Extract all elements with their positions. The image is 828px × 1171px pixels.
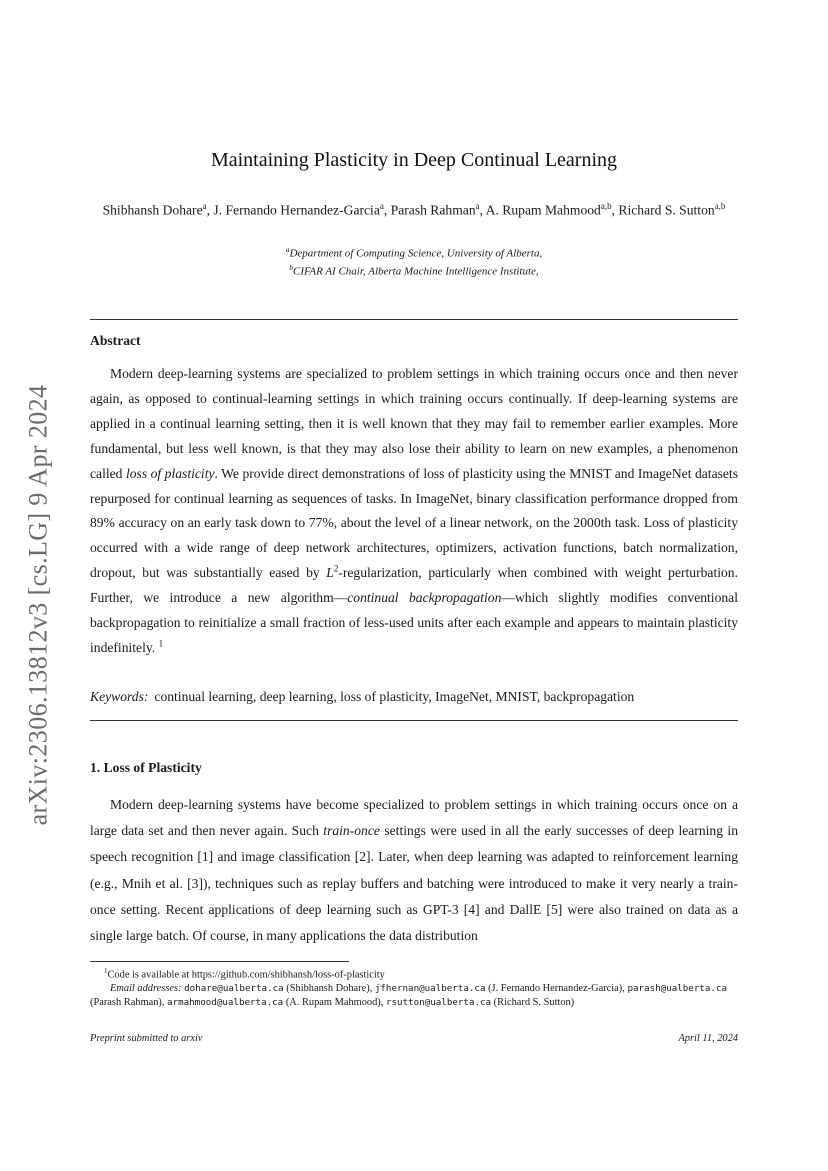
author-affil-mark: a xyxy=(202,201,207,211)
affil-text: CIFAR AI Chair, Alberta Machine Intelligence Institute, xyxy=(293,265,539,278)
author-name: A. Rupam Mahmood xyxy=(485,202,601,218)
affil-mark: b xyxy=(289,262,294,272)
abstract-text: -regularization, particularly when combined with weight perturbation. Further, we introduce a new algorithm— xyxy=(90,565,738,606)
abstract-heading: Abstract xyxy=(90,333,141,348)
abstract-text: Modern deep-learning systems are specialized to problem settings in which training occurs once and then never again, as opposed to continual-learning settings in which training occurs continually. If deep-learning systems are applied in a continual learning setting, then it is well known that they may fail to remember earlier examples. More fundamental, but less well known, is that they may also lose their ability to learn on new examples, a phenomenon called xyxy=(90,366,738,481)
affil-mark: a xyxy=(285,245,290,254)
footnote-rule xyxy=(90,961,349,962)
email-link[interactable]: dohare@ualberta.ca xyxy=(184,983,284,995)
math-exponent: 2 xyxy=(333,563,339,574)
abstract-bottom-rule xyxy=(90,720,738,721)
arxiv-id: arXiv:2306.13812v3 [cs.LG] 9 Apr 2024 xyxy=(23,384,53,826)
footer-preprint: Preprint submitted to arxiv xyxy=(90,1033,203,1044)
footnote-emails xyxy=(90,982,738,1009)
email-link[interactable]: parash@ualberta.ca xyxy=(627,983,728,995)
author-list: Shibhansh Dohare$^a$, J. Fernando Hernandez-Garcia$^a$, Parash Rahman$^a$, A. Rupam Mahmood$^{a,b}$, Richard S. Sutton$^{a,b}$ xyxy=(102,201,726,218)
section-emphasis: train-once xyxy=(323,823,380,839)
keywords-label: Keywords: xyxy=(90,689,149,704)
footnote-marker[interactable]: 1 xyxy=(158,638,164,649)
email-owner: (Richard S. Sutton) xyxy=(491,996,575,1008)
paper-title: Maintaining Plasticity in Deep Continual Learning xyxy=(210,149,618,171)
footnote-mark: 1 xyxy=(104,967,108,975)
section-text: Modern deep-learning systems have become specialized to problem settings in which training occurs once on a large data set and then never again. Such xyxy=(90,797,738,839)
author-name: Parash Rahman xyxy=(390,202,476,218)
affiliation-line xyxy=(90,261,738,279)
abstract-emphasis: continual backpropagation xyxy=(347,590,502,606)
email-link[interactable]: armahmood@ualberta.ca xyxy=(167,996,284,1008)
abstract-emphasis: loss of plasticity xyxy=(125,465,215,481)
keywords xyxy=(90,689,738,705)
author-affil-mark: a xyxy=(379,201,384,211)
section-heading: 1. Loss of Plasticity xyxy=(90,760,202,775)
email-label: Email addresses: xyxy=(110,983,182,995)
abstract-top-rule xyxy=(90,319,738,320)
author-name: Shibhansh Dohare xyxy=(102,202,203,218)
author-affil-mark: a xyxy=(475,201,480,211)
math-l: L xyxy=(326,565,334,581)
email-owner: (Parash Rahman), xyxy=(90,996,168,1008)
footnote-text[interactable]: Code is available at https://github.com/shibhansh/loss-of-plasticity xyxy=(107,969,385,981)
author-name: Richard S. Sutton xyxy=(618,202,715,218)
footer-date: April 11, 2024 xyxy=(678,1033,738,1044)
affiliations xyxy=(90,243,738,278)
keywords-text: continual learning, deep learning, loss of plasticity, ImageNet, MNIST, backpropagation xyxy=(154,689,635,704)
email-link[interactable]: jfhernan@ualberta.ca xyxy=(374,983,486,995)
arxiv-stamp xyxy=(18,370,58,840)
email-owner: (A. Rupam Mahmood), xyxy=(283,996,386,1008)
email-owner: (J. Fernando Hernandez-Garcia), xyxy=(485,983,628,995)
section-text: settings were used in all the early successes of deep learning in speech recognition [1] and image classification [2]. Later, when deep learning was adapted to reinforcement learning (e.g., Mnih et al. [3]), techniques such as replay buffers and batching were introduced to make it very nearly a train-once setting. Recent applications of deep learning such as GPT-3 [4] and DallE [5] were also trained on data as a single large batch. Of course, in many applications the data distribution xyxy=(90,823,738,944)
author-affil-mark: a,b xyxy=(714,201,726,211)
email-link[interactable]: rsutton@ualberta.ca xyxy=(385,996,492,1008)
affil-text: Department of Computing Science, University of Alberta, xyxy=(289,247,543,260)
abstract-text: . We provide direct demonstrations of loss of plasticity using the MNIST and ImageNet datasets repurposed for continual learning as sequences of tasks. In ImageNet, binary classification performance dropped from 89% accuracy on an early task down to 77%, about the level of a linear network, on the 2000th task. Loss of plasticity occurred with a wide range of deep network architectures, optimizers, activation functions, batch normalization, dropout, but was substantially eased by xyxy=(90,465,738,581)
footnote-code xyxy=(90,965,738,982)
affiliation-line xyxy=(90,243,738,261)
email-owner: (Shibhansh Dohare), xyxy=(283,983,375,995)
author-affil-mark: a,b xyxy=(600,201,612,211)
abstract-body xyxy=(90,362,738,661)
footnotes xyxy=(90,965,738,1009)
abstract-text: —which slightly modifies conventional backpropagation to reinitialize a small fraction of less-used units after each example and appears to maintain plasticity indefinitely. xyxy=(90,590,738,655)
author-name: J. Fernando Hernandez-Garcia xyxy=(213,202,380,218)
section-body xyxy=(90,792,738,949)
